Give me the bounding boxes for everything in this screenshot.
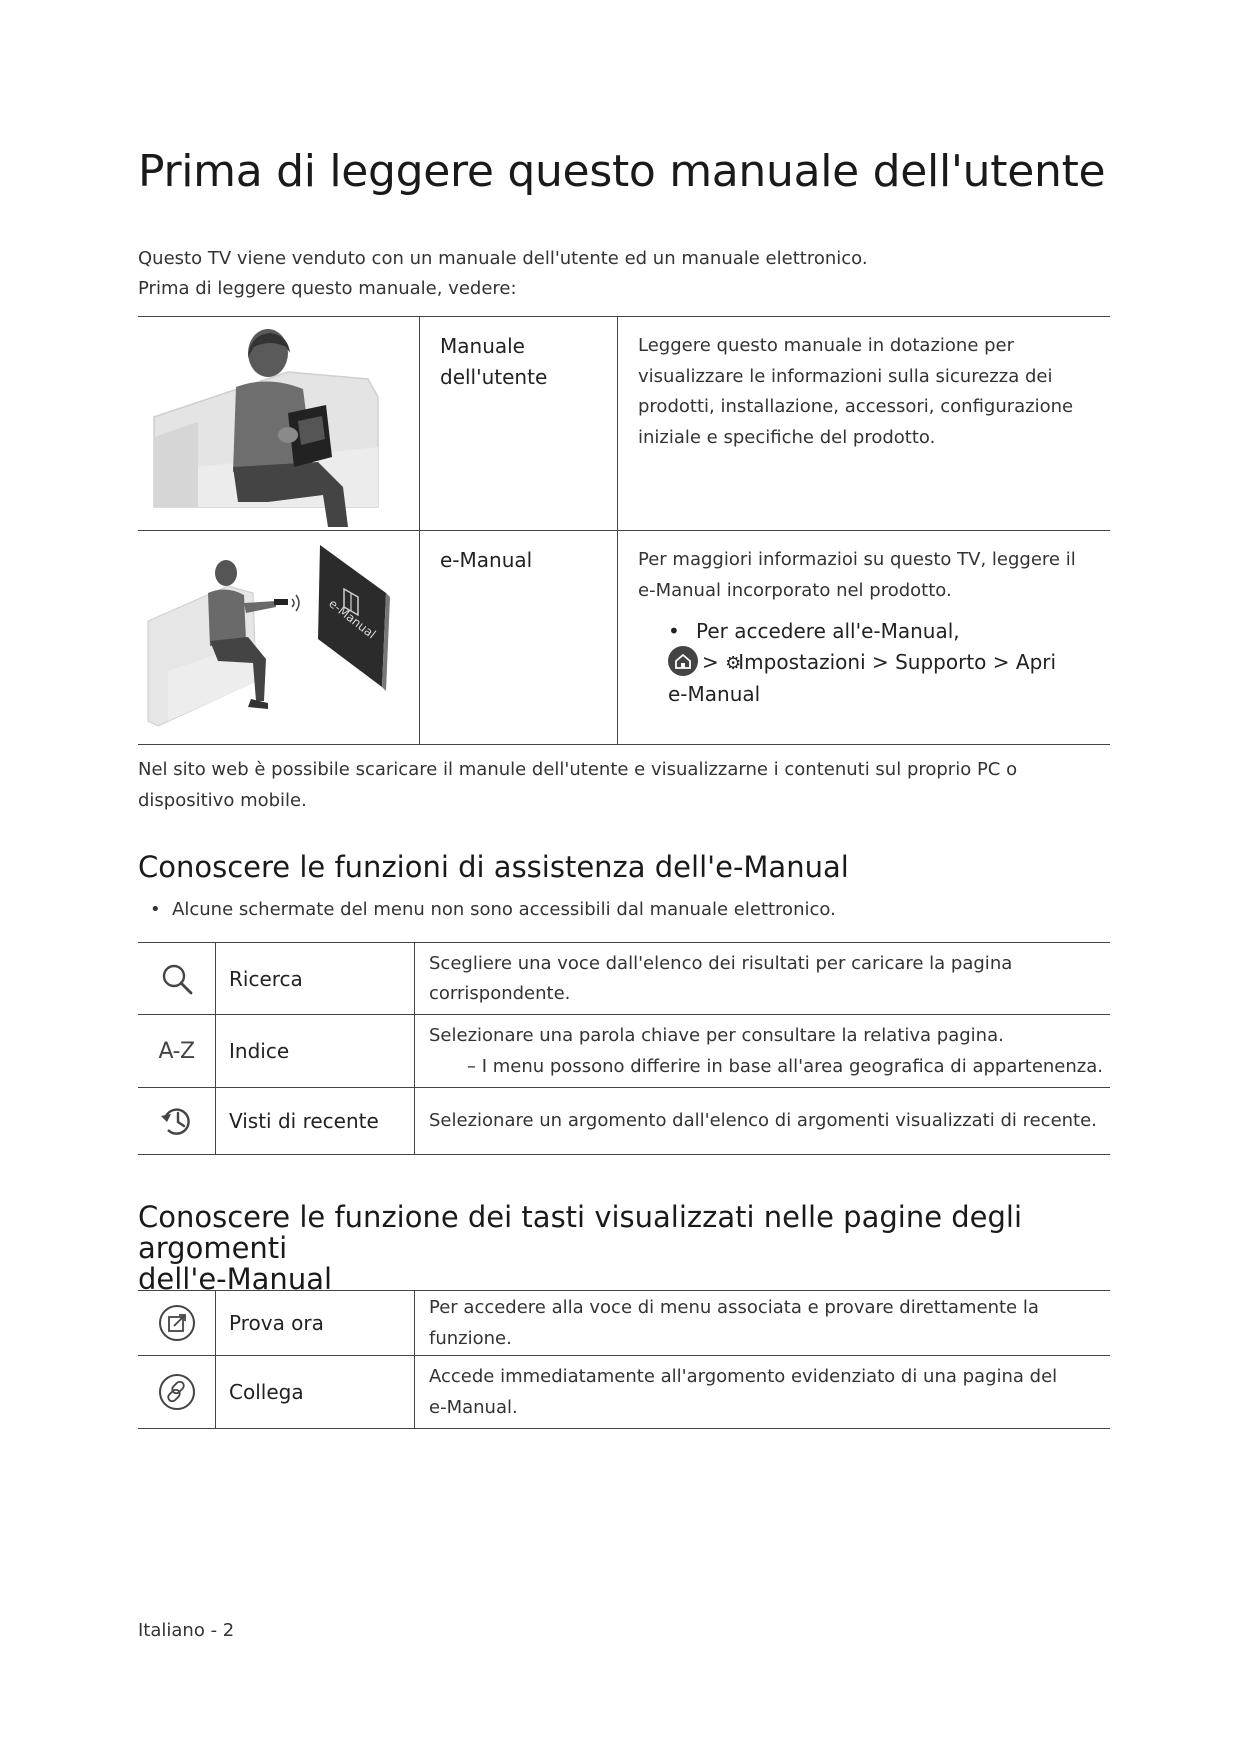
manuals-table xyxy=(138,316,1110,745)
desc-line: corrispondente. xyxy=(429,983,571,1004)
table-row xyxy=(138,1087,1110,1154)
manual-label-line: Manuale xyxy=(440,334,525,358)
row-label: Collega xyxy=(216,1356,415,1428)
intro-line: Questo TV viene venduto con un manuale dell'utente ed un manuale elettronico. xyxy=(138,248,868,269)
desc-line: Scegliere una voce dall'elenco dei risultati per caricare la pagina xyxy=(429,952,1013,974)
desc-line: prodotti, installazione, accessori, configurazione xyxy=(638,396,1074,417)
path-separator: > xyxy=(702,650,719,674)
bullet-dot: • xyxy=(668,619,680,643)
section-title: Conoscere le funzioni di assistenza dell'e-Manual xyxy=(138,850,849,884)
menu-path xyxy=(668,646,1100,679)
emanual-label: e-Manual xyxy=(420,531,618,744)
table-row xyxy=(138,1014,1110,1087)
page-title: Prima di leggere questo manuale dell'utente xyxy=(138,146,1106,197)
button-functions-table xyxy=(138,1290,1110,1429)
table-row xyxy=(138,530,1110,745)
section-title-line: Conoscere le funzione dei tasti visualizzati nelle pagine degli argomenti xyxy=(138,1200,1023,1265)
desc-line: Leggere questo manuale in dotazione per xyxy=(638,335,1015,356)
section-bullet xyxy=(150,899,836,920)
emanual-description xyxy=(618,531,1110,744)
page-footer: Italiano - 2 xyxy=(138,1620,235,1641)
a-z-icon-text: A-Z xyxy=(158,1038,195,1064)
row-description: Per accedere alla voce di menu associata e provare direttamente la funzione. xyxy=(429,1297,1039,1349)
manual-label-line: dell'utente xyxy=(440,365,548,389)
row-description xyxy=(415,1356,1110,1428)
desc-line: iniziale e specifiche del prodotto. xyxy=(638,426,936,448)
desc-line: e-Manual incorporato nel prodotto. xyxy=(638,579,952,601)
home-icon xyxy=(668,646,698,676)
path-support: Supporto xyxy=(895,650,987,674)
path-settings: Impostazioni xyxy=(738,650,866,674)
try-now-icon xyxy=(138,1291,216,1355)
table-row xyxy=(138,316,1110,530)
desc-line: e-Manual. xyxy=(429,1396,518,1418)
manual-label xyxy=(420,317,618,530)
section-title-line: dell'e-Manual xyxy=(138,1262,333,1296)
link-icon xyxy=(138,1356,216,1428)
intro-text xyxy=(138,244,868,304)
emanual-access-bullet xyxy=(638,616,1100,709)
history-icon xyxy=(138,1088,216,1154)
assistance-functions-table xyxy=(138,942,1110,1155)
a-z-icon xyxy=(138,1015,216,1087)
row-label: Visti di recente xyxy=(216,1088,415,1154)
desc-line: visualizzare le informazioni sulla sicurezza dei xyxy=(638,365,1053,387)
person-reading-manual-illustration xyxy=(138,317,420,530)
table-row xyxy=(138,1290,1110,1355)
path-open: Apri xyxy=(1015,650,1057,674)
row-description: Selezionare un argomento dall'elenco di argomenti visualizzati di recente. xyxy=(429,1110,1097,1132)
person-watching-tv-illustration xyxy=(138,531,420,744)
desc-subnote: – I menu possono differire in base all'area geografica di appartenenza. xyxy=(467,1055,1103,1077)
row-description xyxy=(415,943,1110,1014)
desc-line: Selezionare una parola chiave per consultare la relativa pagina. xyxy=(429,1025,1004,1046)
tv-screen-label: e-Manual xyxy=(326,596,379,642)
bullet-text: Alcune schermate del menu non sono accessibili dal manuale elettronico. xyxy=(172,899,836,920)
section-title xyxy=(138,1202,1118,1295)
row-label: Prova ora xyxy=(216,1291,415,1355)
gear-icon: ⚙ xyxy=(725,653,742,674)
table-row xyxy=(138,1355,1110,1428)
manual-description xyxy=(618,317,1110,530)
bullet-dot: • xyxy=(150,899,173,920)
row-label: Ricerca xyxy=(216,943,415,1014)
bullet-text: Per accedere all'e-Manual, xyxy=(696,619,960,643)
desc-line: Per maggiori informazioi su questo TV, leggere il xyxy=(638,549,1076,570)
path-emanual: e-Manual xyxy=(668,682,761,706)
search-icon xyxy=(138,943,216,1014)
intro-line: Prima di leggere questo manuale, vedere: xyxy=(138,278,517,299)
path-separator: > xyxy=(871,650,889,674)
path-separator: > xyxy=(992,650,1010,674)
desc-line: Accede immediatamente all'argomento evidenziato di una pagina del xyxy=(429,1366,1058,1387)
row-label: Indice xyxy=(216,1015,415,1087)
download-note: Nel sito web è possibile scaricare il manule dell'utente e visualizzarne i contenuti sul proprio PC o dispositivo mobile. xyxy=(138,759,1018,811)
row-description xyxy=(415,1015,1110,1087)
table-row xyxy=(138,942,1110,1014)
